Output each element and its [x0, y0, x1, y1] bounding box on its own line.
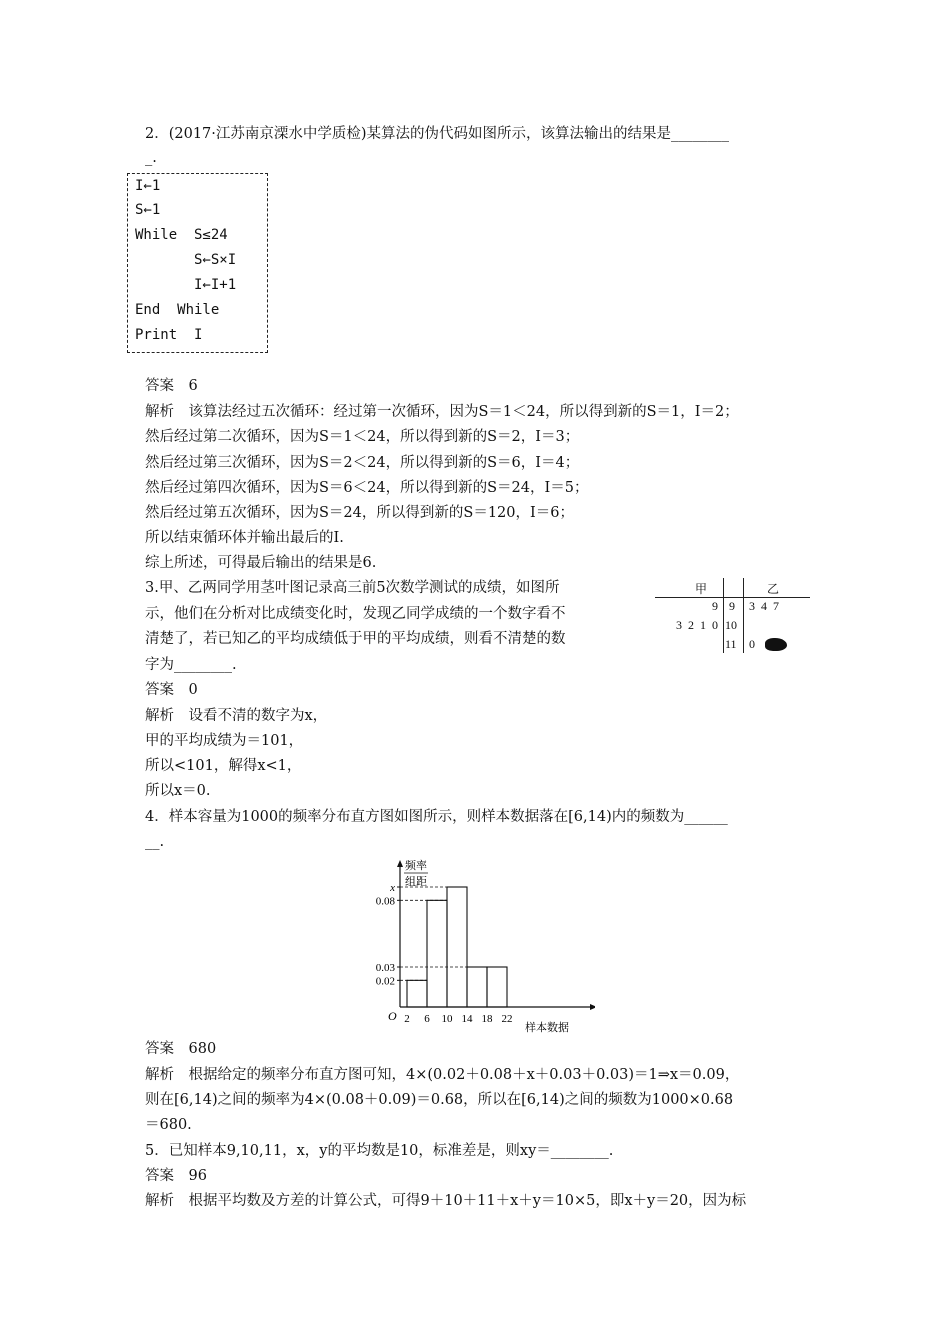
q2-stem: 2．(2017·江苏南京溧水中学质检)某算法的伪代码如图所示，该算法输出的结果是________	[145, 126, 730, 142]
stem-leaf-plot	[655, 578, 810, 653]
q2-analysis-line: 然后经过第四次循环，因为S＝6＜24，所以得到新的S＝24，I＝5；	[145, 480, 589, 496]
x-tick-label: 22	[501, 1013, 513, 1025]
q4-stem: 4．样本容量为1000的频率分布直方图如图所示，则样本数据落在[6,14)内的频数为______	[145, 809, 728, 825]
code-line: I←1	[135, 178, 161, 194]
q2-analysis-line: 所以结束循环体并输出最后的I.	[145, 530, 344, 546]
y-tick-label: 0.03	[375, 962, 395, 974]
q5-stem: 5．已知样本9,10,11，x，y的平均数是10，标准差是，则xy＝________.	[145, 1143, 614, 1159]
stem-leaf-stem: 11	[725, 637, 737, 651]
stem-leaf-divider-right	[743, 578, 744, 653]
stem-leaf-header-jia: 甲	[695, 582, 708, 596]
code-line: Print I	[135, 327, 203, 343]
stem-leaf-left-leaves: 3 2 1 0	[676, 618, 718, 632]
x-tick-label: 18	[481, 1013, 493, 1025]
code-line: S←1	[135, 202, 161, 218]
q3-stem-line: 字为________.	[145, 657, 237, 673]
x-axis-arrow	[590, 1004, 595, 1010]
y-axis-arrow	[397, 860, 403, 867]
stem-leaf-header-rule	[655, 597, 810, 598]
stem-leaf-divider-left	[723, 578, 724, 653]
x-tick-label: 10	[441, 1013, 453, 1025]
stem-leaf-right-leaves: 3 4 7	[749, 599, 779, 613]
q4-analysis-line: 则在[6,14)之间的频率为4×(0.08＋0.09)＝0.68，所以在[6,14)之间的频数为1000×0.68	[145, 1092, 734, 1108]
ink-blot	[765, 638, 787, 651]
q2-analysis-line: 然后经过第三次循环，因为S＝2＜24，所以得到新的S＝6，I＝4；	[145, 455, 580, 471]
q4-analysis-line: ＝680.	[145, 1117, 192, 1133]
q4-analysis-line: 解析 根据给定的频率分布直方图可知，4×(0.02＋0.08＋x＋0.03＋0.03)＝1⇒x＝0.09，	[145, 1067, 740, 1083]
q3-answer: 答案 0	[145, 682, 198, 698]
stem-leaf-right-leaves: 0	[749, 637, 755, 651]
q2-stem-cont: _.	[145, 150, 157, 166]
q3-analysis-line: 甲的平均成绩为＝101，	[145, 733, 304, 749]
q3-stem-line: 示，他们在分析对比成绩变化时，发现乙同学成绩的一个数字看不	[145, 606, 566, 622]
origin-label: O	[388, 1009, 397, 1023]
stem-leaf-header-yi: 乙	[767, 582, 780, 596]
q5-analysis-line: 解析 根据平均数及方差的计算公式，可得9＋10＋11＋x＋y＝10×5，即x＋y＝20，因为标	[145, 1193, 747, 1209]
code-line: End While	[135, 302, 220, 318]
code-line: While S≤24	[135, 227, 228, 243]
q3-analysis-line: 所以<101，解得x<1，	[145, 758, 302, 774]
q3-analysis-line: 解析 设看不清的数字为x，	[145, 708, 328, 724]
q3-stem-line: 3.甲、乙两同学用茎叶图记录高三前5次数学测试的成绩，如图所	[145, 580, 560, 596]
stem-leaf-left-leaves: 9	[712, 599, 718, 613]
y-tick-label: 0.02	[375, 975, 395, 988]
q3-stem-line: 清楚了，若已知乙的平均成绩低于甲的平均成绩，则看不清楚的数	[145, 631, 566, 647]
histogram-bar	[467, 967, 487, 1007]
histogram-bar	[407, 980, 427, 1007]
y-tick-label: 0.08	[375, 895, 395, 908]
frequency-histogram	[355, 855, 595, 1035]
code-line: I←I+1	[135, 277, 237, 293]
q2-analysis-line: 综上所述，可得最后输出的结果是6.	[145, 555, 377, 571]
xlabel: 样本数据	[525, 1022, 569, 1034]
histogram-bar	[447, 887, 467, 1007]
q2-answer: 答案 6	[145, 378, 198, 394]
q2-analysis-line: 解析 该算法经过五次循环：经过第一次循环，因为S＝1＜24，所以得到新的S＝1，I＝2；	[145, 404, 739, 420]
q4-stem-cont: __.	[145, 834, 165, 850]
ylabel-numerator: 频率	[405, 860, 427, 872]
x-tick-label: 2	[404, 1013, 410, 1025]
q2-analysis-line: 然后经过第二次循环，因为S＝1＜24，所以得到新的S＝2，I＝3；	[145, 429, 580, 445]
stem-leaf-stem: 10	[725, 618, 737, 632]
stem-leaf-stem: 9	[729, 599, 735, 613]
x-tick-label: 14	[461, 1013, 473, 1025]
y-tick-label: x	[390, 882, 395, 894]
code-line: S←S×I	[135, 252, 237, 268]
ylabel-denominator: 组距	[405, 876, 427, 888]
q2-analysis-line: 然后经过第五次循环，因为S＝24，所以得到新的S＝120，I＝6；	[145, 505, 574, 521]
x-tick-label: 6	[424, 1013, 430, 1025]
q5-answer: 答案 96	[145, 1168, 207, 1184]
histogram-bar	[487, 967, 507, 1007]
histogram-bar	[427, 900, 447, 1007]
q3-analysis-line: 所以x＝0.	[145, 783, 211, 799]
q4-answer: 答案 680	[145, 1041, 217, 1057]
